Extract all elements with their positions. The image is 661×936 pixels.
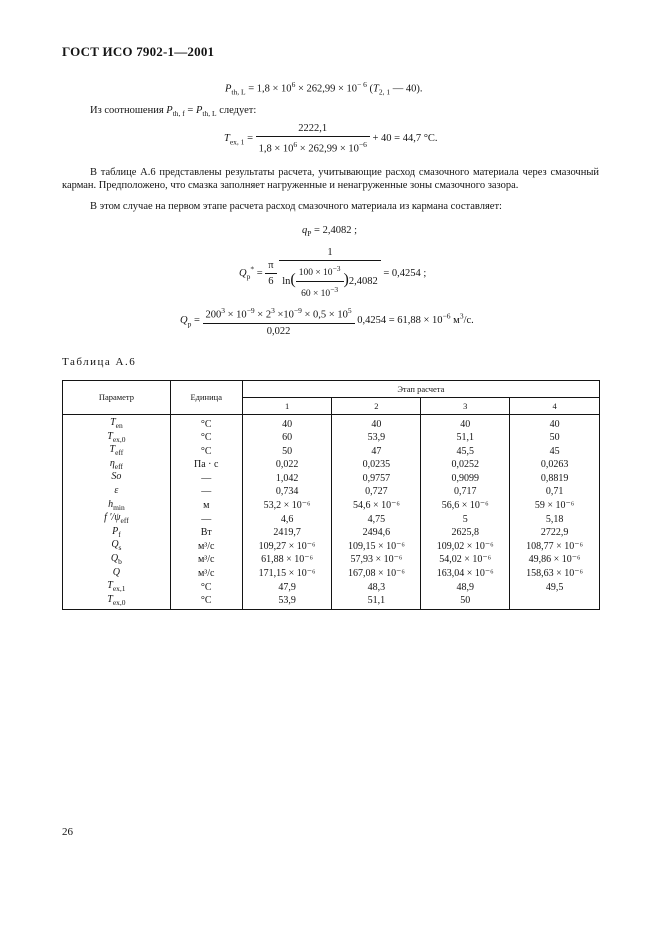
cell-stage-2: 40 bbox=[332, 415, 421, 432]
cell-unit: м³/с bbox=[170, 540, 242, 554]
cell-parameter: $Q_s$ bbox=[63, 540, 171, 554]
cell-parameter: $T_{en}$ bbox=[63, 415, 171, 432]
cell-stage-4: 40 bbox=[510, 415, 600, 432]
cell-unit: °C bbox=[170, 581, 242, 595]
table-row bbox=[63, 595, 600, 610]
cell-unit: — bbox=[170, 472, 242, 486]
log-fraction: 1 ln( $\frac{100 \times 10^{-3}}{60 \times 10^{-3}}$ )2,4082 bbox=[279, 246, 381, 301]
table-row bbox=[63, 513, 600, 527]
header-stage-3: 3 bbox=[421, 398, 510, 415]
cell-parameter: $T_{eff}$ bbox=[63, 445, 171, 459]
cell-parameter: $h_{min}$ bbox=[63, 500, 171, 514]
header-stages: Этап расчета bbox=[242, 381, 599, 398]
header-parameter: Параметр bbox=[63, 381, 171, 415]
cell-stage-2: 48,3 bbox=[332, 581, 421, 595]
cell-stage-3: 40 bbox=[421, 415, 510, 432]
table-row bbox=[63, 527, 600, 541]
cell-parameter: Q bbox=[63, 568, 171, 582]
cell-parameter: $\eta_{eff}$ bbox=[63, 459, 171, 473]
table-row bbox=[63, 486, 600, 500]
cell-stage-2: 0,0235 bbox=[332, 459, 421, 473]
header-stage-4: 4 bbox=[510, 398, 600, 415]
cell-unit: °C bbox=[170, 595, 242, 610]
cell-parameter: $Q_b$ bbox=[63, 554, 171, 568]
header-stage-1: 1 bbox=[242, 398, 332, 415]
cell-stage-2: 0,9757 bbox=[332, 472, 421, 486]
cell-stage-1: 40 bbox=[242, 415, 332, 432]
cell-stage-4: 0,8819 bbox=[510, 472, 600, 486]
cell-unit: — bbox=[170, 513, 242, 527]
cell-stage-1: 53,9 bbox=[242, 595, 332, 610]
cell-stage-1: 2419,7 bbox=[242, 527, 332, 541]
table-row bbox=[63, 445, 600, 459]
cell-stage-1: 0,734 bbox=[242, 486, 332, 500]
cell-unit: Вт bbox=[170, 527, 242, 541]
table-row bbox=[63, 432, 600, 446]
cell-stage-3: 2625,8 bbox=[421, 527, 510, 541]
cell-stage-1: 0,022 bbox=[242, 459, 332, 473]
cell-stage-3: 109,02 × 10⁻⁶ bbox=[421, 540, 510, 554]
cell-stage-2: 57,93 × 10⁻⁶ bbox=[332, 554, 421, 568]
fraction: $\frac{200^3 \times 10^{-9} \times 2^3 \times 10^{-9} \times 0,5 \times 10^5}{0,022}$ bbox=[203, 304, 355, 338]
cell-stage-3: 54,02 × 10⁻⁶ bbox=[421, 554, 510, 568]
cell-stage-3: 0,717 bbox=[421, 486, 510, 500]
cell-stage-1: 109,27 × 10⁻⁶ bbox=[242, 540, 332, 554]
cell-stage-1: 61,88 × 10⁻⁶ bbox=[242, 554, 332, 568]
paragraph-first-stage: В этом случае на первом этапе расчета расход смазочного материала из кармана составляет: bbox=[90, 201, 502, 212]
cell-unit: м³/с bbox=[170, 568, 242, 582]
cell-stage-3: 0,0252 bbox=[421, 459, 510, 473]
cell-stage-2: 109,15 × 10⁻⁶ bbox=[332, 540, 421, 554]
cell-stage-2: 2494,6 bbox=[332, 527, 421, 541]
cell-stage-2: 51,1 bbox=[332, 595, 421, 610]
table-caption: Таблица А.6 bbox=[62, 356, 137, 368]
cell-unit: м bbox=[170, 500, 242, 514]
cell-stage-4: 2722,9 bbox=[510, 527, 600, 541]
cell-parameter: $T_{ex,0}$ bbox=[63, 595, 171, 610]
equation-qp-result: $Q_p$ = $\frac{200^3 \times 10^{-9} \times 2^3 \times 10^{-9} \times 0,5 \times 10^5}{0,022}$ $0,4254 = 61,88 \times 10^{-6}$ $м^3/с$. bbox=[180, 306, 474, 337]
header-unit: Единица bbox=[170, 381, 242, 415]
cell-unit: °C bbox=[170, 415, 242, 432]
cell-unit: м³/с bbox=[170, 554, 242, 568]
cell-stage-4: 0,71 bbox=[510, 486, 600, 500]
table-row bbox=[63, 540, 600, 554]
pi-over-six: $\frac{\pi}{6}$ bbox=[265, 259, 276, 288]
cell-stage-4: 49,86 × 10⁻⁶ bbox=[510, 554, 600, 568]
paragraph-table-intro: В таблице А.6 представлены результаты расчета, учитывающие расход смазочного материала через смазочный карман. Предположено, что смазка заполняет нагруженные и ненагруженные зоны смазочного зазора. bbox=[62, 167, 599, 191]
table-row bbox=[63, 459, 600, 473]
table-row bbox=[63, 554, 600, 568]
cell-stage-4 bbox=[510, 595, 600, 610]
cell-stage-1: 60 bbox=[242, 432, 332, 446]
cell-stage-2: 4,75 bbox=[332, 513, 421, 527]
page-number: 26 bbox=[62, 826, 73, 838]
cell-stage-4: 59 × 10⁻⁶ bbox=[510, 500, 600, 514]
cell-parameter: So bbox=[63, 472, 171, 486]
cell-stage-3: 163,04 × 10⁻⁶ bbox=[421, 568, 510, 582]
cell-stage-4: 5,18 bbox=[510, 513, 600, 527]
cell-stage-3: 5 bbox=[421, 513, 510, 527]
table-row bbox=[63, 581, 600, 595]
equation-pth-l: $P_{th, L} = 1,8 \times 10^6 \times 262,99 \times 10^{- 6}$ ($T_{2, 1}$ — 40). bbox=[225, 80, 423, 97]
relation-text: Из соотношения $P_{th, f} = P_{th, L}$ следует: bbox=[90, 105, 257, 119]
cell-stage-2: 53,9 bbox=[332, 432, 421, 446]
table-row bbox=[63, 415, 600, 432]
cell-stage-3: 45,5 bbox=[421, 445, 510, 459]
cell-stage-3: 50 bbox=[421, 595, 510, 610]
cell-stage-4: 50 bbox=[510, 432, 600, 446]
cell-stage-3: 48,9 bbox=[421, 581, 510, 595]
cell-stage-1: 171,15 × 10⁻⁶ bbox=[242, 568, 332, 582]
cell-stage-3: 56,6 × 10⁻⁶ bbox=[421, 500, 510, 514]
equation-qp-star: $Q_p^*$ = $\frac{\pi}{6}$ 1 ln( $\frac{100 \times 10^{-3}}{60 \times 10^{-3}}$ )2,4082 = 0,4254 ; bbox=[239, 247, 427, 300]
cell-unit: Па · с bbox=[170, 459, 242, 473]
table-row bbox=[63, 500, 600, 514]
cell-parameter: $T_{ex,0}$ bbox=[63, 432, 171, 446]
cell-stage-4: 0,0263 bbox=[510, 459, 600, 473]
cell-unit: °C bbox=[170, 432, 242, 446]
cell-stage-2: 54,6 × 10⁻⁶ bbox=[332, 500, 421, 514]
equation-tex1: $T_{ex, 1}$ = $\frac{2222,1}{1,8 \times 10^6 \times 262,99 \times 10^{-6}}$ + 40 = 44,7 °C. bbox=[224, 123, 438, 155]
header-stage-2: 2 bbox=[332, 398, 421, 415]
cell-stage-4: 158,63 × 10⁻⁶ bbox=[510, 568, 600, 582]
table-row bbox=[63, 568, 600, 582]
results-table bbox=[62, 380, 600, 610]
cell-stage-2: 167,08 × 10⁻⁶ bbox=[332, 568, 421, 582]
cell-stage-2: 47 bbox=[332, 445, 421, 459]
cell-stage-4: 49,5 bbox=[510, 581, 600, 595]
cell-stage-4: 45 bbox=[510, 445, 600, 459]
cell-unit: — bbox=[170, 486, 242, 500]
cell-parameter: f $'/\psi_{eff}$ bbox=[63, 513, 171, 527]
cell-stage-1: 50 bbox=[242, 445, 332, 459]
cell-stage-2: 0,727 bbox=[332, 486, 421, 500]
cell-stage-3: 0,9099 bbox=[421, 472, 510, 486]
cell-stage-1: 47,9 bbox=[242, 581, 332, 595]
document-header: ГОСТ ИСО 7902-1—2001 bbox=[62, 44, 215, 59]
cell-parameter: ε bbox=[63, 486, 171, 500]
cell-unit: °C bbox=[170, 445, 242, 459]
cell-stage-1: 1,042 bbox=[242, 472, 332, 486]
cell-stage-1: 4,6 bbox=[242, 513, 332, 527]
cell-parameter: $P_f$ bbox=[63, 527, 171, 541]
cell-stage-4: 108,77 × 10⁻⁶ bbox=[510, 540, 600, 554]
fraction: $\frac{2222,1}{1,8 \times 10^6 \times 262,99 \times 10^{-6}}$ bbox=[256, 122, 370, 156]
cell-stage-3: 51,1 bbox=[421, 432, 510, 446]
equation-qp: $q_P = 2,4082$ ; bbox=[302, 225, 358, 239]
table-row bbox=[63, 472, 600, 486]
cell-stage-1: 53,2 × 10⁻⁶ bbox=[242, 500, 332, 514]
cell-parameter: $T_{ex,1}$ bbox=[63, 581, 171, 595]
